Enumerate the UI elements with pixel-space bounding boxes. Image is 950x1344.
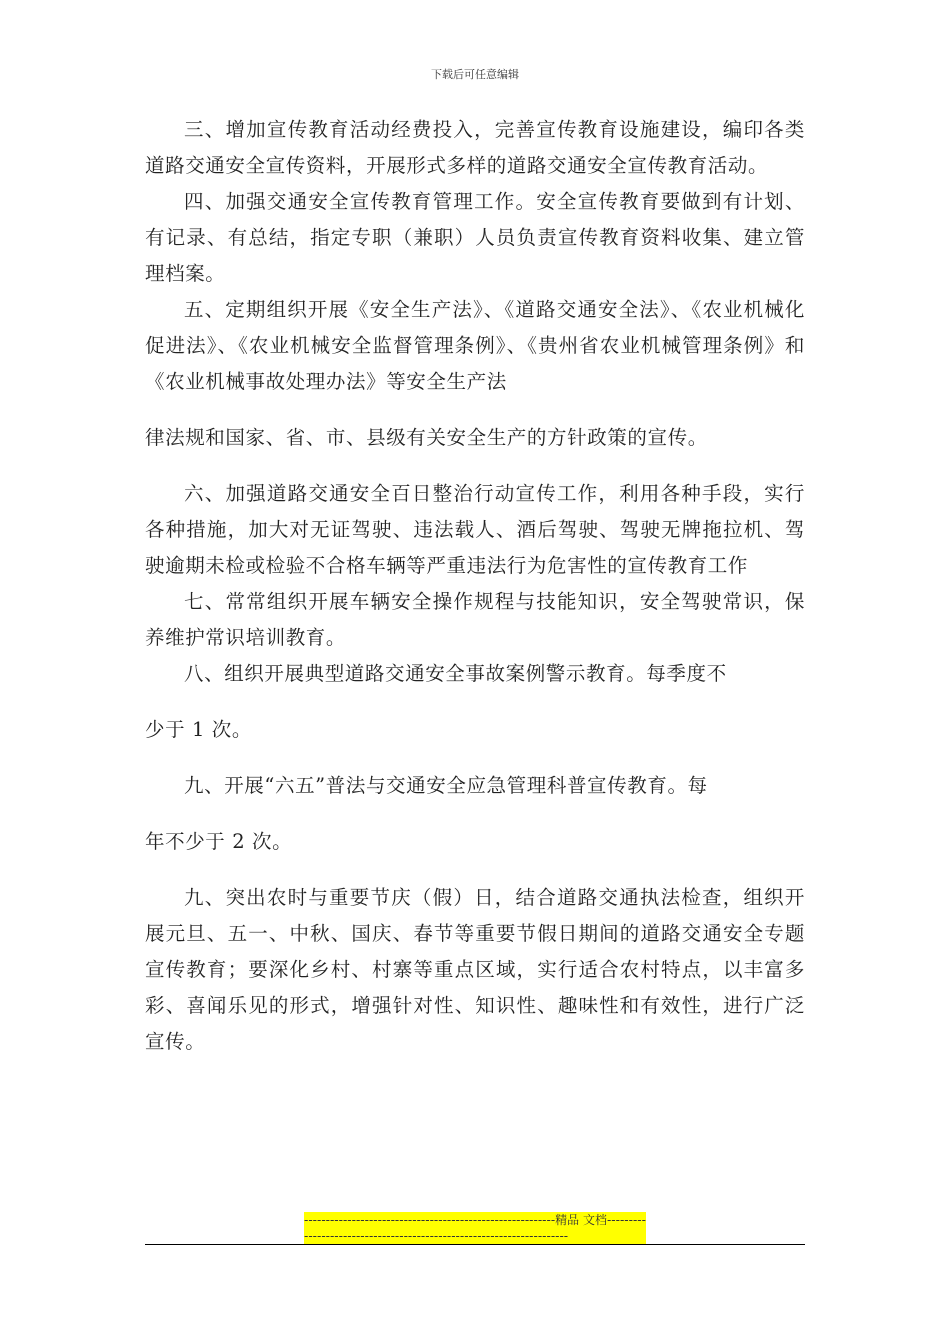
paragraph-6: 六、加强道路交通安全百日整治行动宣传工作，利用各种手段，实行各种措施，加大对无证驾驶、违法载人、酒后驾驶、驾驶无牌拖拉机、驾驶逾期未检或检验不合格车辆等严重违法行为危害性的宣传教育工作 <box>145 482 805 577</box>
paragraph-4: 四、加强交通安全宣传教育管理工作。安全宣传教育要做到有计划、有记录、有总结，指定专职（兼职）人员负责宣传教育资料收集、建立管理档案。 <box>145 190 805 285</box>
footer-rule <box>145 1244 805 1245</box>
paragraph-9b: 九、突出农时与重要节庆（假）日，结合道路交通执法检查，组织开展元旦、五一、中秋、国庆、春节等重要节假日期间的道路交通安全专题宣传教育；要深化乡村、村寨等重点区域，实行适合农村特点，以丰富多彩、喜闻乐见的形式，增强针对性、知识性、趣味性和有效性，进行广泛宣传。 <box>145 886 805 1053</box>
footer-highlight: ----------------------------------------------------------精品 文档---------------------------------------------------------------------- <box>304 1213 646 1243</box>
paragraph-3: 三、增加宣传教育活动经费投入，完善宣传教育设施建设，编印各类道路交通安全宣传资料，开展形式多样的道路交通安全宣传教育活动。 <box>145 118 805 177</box>
paragraph-8: 八、组织开展典型道路交通安全事故案例警示教育。每季度不 <box>184 662 727 685</box>
paragraph-9-continued: 年不少于 2 次。 <box>145 830 293 853</box>
document-body <box>145 112 805 1060</box>
paragraph-9: 九、开展“六五”普法与交通安全应急管理科普宣传教育。每 <box>184 774 708 797</box>
paragraph-5: 五、定期组织开展《安全生产法》、《道路交通安全法》、《农业机械化促进法》、《农业机械安全监督管理条例》、《贵州省农业机械管理条例》和《农业机械事故处理办法》等安全生产法 <box>145 298 805 393</box>
page-header: 下载后可任意编辑 <box>431 68 519 81</box>
paragraph-8-continued: 少于 1 次。 <box>145 718 253 741</box>
paragraph-7: 七、常常组织开展车辆安全操作规程与技能知识，安全驾驶常识，保养维护常识培训教育。 <box>145 590 805 649</box>
paragraph-5-continued: 律法规和国家、省、市、县级有关安全生产的方针政策的宣传。 <box>145 426 708 449</box>
